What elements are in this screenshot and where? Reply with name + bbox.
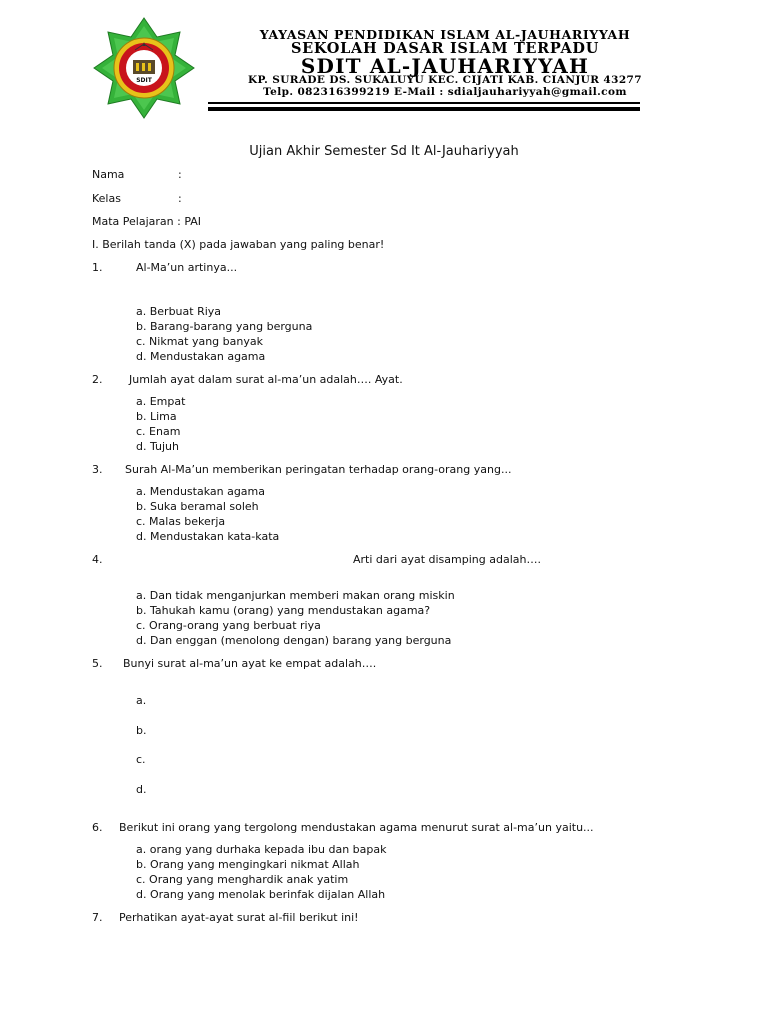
- question-number: 7.: [92, 911, 103, 924]
- option: a. Dan tidak menganjurkan memberi makan orang miskin: [136, 589, 455, 602]
- option: c. Nikmat yang banyak: [136, 335, 263, 348]
- question-text: Surah Al-Ma’un memberikan peringatan terhadap orang-orang yang...: [125, 463, 512, 476]
- option: a. orang yang durhaka kepada ibu dan bapak: [136, 843, 387, 856]
- option: b.: [136, 724, 147, 737]
- option: c. Orang yang menghardik anak yatim: [136, 873, 349, 886]
- letterhead-rule-thin: [208, 102, 640, 104]
- question-number: 6.: [92, 821, 103, 834]
- option: d. Mendustakan agama: [136, 350, 266, 363]
- subject-line: Mata Pelajaran : PAI: [92, 215, 202, 228]
- option: c. Malas bekerja: [136, 515, 226, 528]
- field-label-kelas: Kelas: [92, 192, 121, 205]
- school-type: SEKOLAH DASAR ISLAM TERPADU: [290, 40, 600, 57]
- option: d. Tujuh: [136, 440, 179, 453]
- option: b. Lima: [136, 410, 177, 423]
- option: b. Orang yang mengingkari nikmat Allah: [136, 858, 360, 871]
- question-number: 2.: [92, 373, 103, 386]
- question-number: 4.: [92, 553, 103, 566]
- option: b. Barang-barang yang berguna: [136, 320, 313, 333]
- instruction: I. Berilah tanda (X) pada jawaban yang paling benar!: [92, 238, 385, 251]
- option: a. Empat: [136, 395, 186, 408]
- option: b. Suka beramal soleh: [136, 500, 259, 513]
- option: d. Dan enggan (menolong dengan) barang yang berguna: [136, 634, 452, 647]
- logo-label: SDIT: [136, 77, 152, 84]
- school-contact: Telp. 082316399219 E-Mail : sdialjauhariyyah@gmail.com: [263, 86, 627, 98]
- question-number: 5.: [92, 657, 103, 670]
- school-name: SDIT AL-JAUHARIYYAH: [300, 54, 590, 78]
- option: d. Orang yang menolak berinfak dijalan Allah: [136, 888, 386, 901]
- option: c. Orang-orang yang berbuat riya: [136, 619, 321, 632]
- question-text: Arti dari ayat disamping adalah….: [353, 553, 541, 566]
- question-text: Berikut ini orang yang tergolong mendustakan agama menurut surat al-ma’un yaitu...: [119, 821, 594, 834]
- option: a. Berbuat Riya: [136, 305, 222, 318]
- field-sep-nama: :: [178, 168, 182, 181]
- foundation-name: YAYASAN PENDIDIKAN ISLAM AL-JAUHARIYYAH: [259, 27, 631, 42]
- school-logo: [82, 16, 206, 120]
- exam-title: Ujian Akhir Semester Sd It Al-Jauhariyyah: [249, 144, 519, 159]
- question-text: Perhatikan ayat-ayat surat al-fiil berikut ini!: [119, 911, 359, 924]
- field-sep-kelas: :: [178, 192, 182, 205]
- question-number: 3.: [92, 463, 103, 476]
- field-label-nama: Nama: [92, 168, 125, 181]
- question-text: Al-Ma’un artinya...: [136, 261, 238, 274]
- option: a.: [136, 694, 147, 707]
- option: d.: [136, 783, 147, 796]
- question-number: 1.: [92, 261, 103, 274]
- option: a. Mendustakan agama: [136, 485, 266, 498]
- question-text: Jumlah ayat dalam surat al-ma’un adalah…. Ayat.: [129, 373, 403, 386]
- option: d. Mendustakan kata-kata: [136, 530, 280, 543]
- school-address: KP. SURADE DS. SUKALUYU KEC. CIJATI KAB. CIANJUR 43277: [248, 74, 642, 86]
- option: b. Tahukah kamu (orang) yang mendustakan agama?: [136, 604, 431, 617]
- question-text: Bunyi surat al-ma’un ayat ke empat adalah….: [123, 657, 377, 670]
- option: c. Enam: [136, 425, 181, 438]
- option: c.: [136, 753, 146, 766]
- letterhead-rule-thick: [208, 107, 640, 111]
